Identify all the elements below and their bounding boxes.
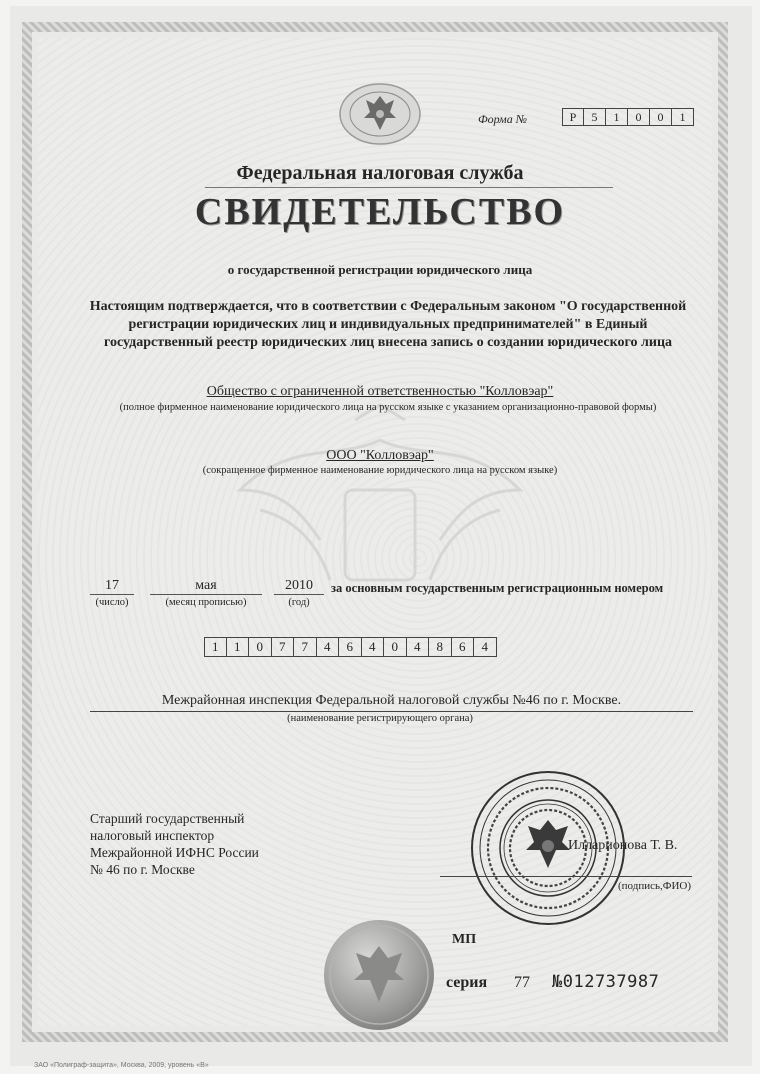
signature-line — [440, 876, 692, 877]
form-code-char: Р — [562, 108, 584, 126]
form-code-char: 0 — [628, 108, 650, 126]
company-short-name-hint: (сокращенное фирменное наименование юридического лица на русском языке) — [202, 465, 558, 476]
ogrn-digit: 0 — [384, 637, 407, 657]
confirmation-text: Настоящим подтверждается, что в соответствии с Федеральным законом "О государственной регистрации юридических лиц и индивидуальных предпринимателей" в Единый государственный реестр юридических лиц внесена запись о создании юридического лица — [89, 299, 687, 350]
agency-underline — [205, 187, 613, 188]
form-code-char: 1 — [672, 108, 694, 126]
ogrn-digit: 7 — [272, 637, 295, 657]
inspector-line: налоговый инспектор — [90, 828, 215, 843]
eagle-watermark-icon — [220, 400, 540, 640]
form-code-char: 1 — [606, 108, 628, 126]
inspector-line: Межрайонной ИФНС России — [90, 845, 259, 860]
registering-authority-hint: (наименование регистрирующего органа) — [287, 713, 473, 724]
inspector-line: № 46 по г. Москве — [90, 862, 195, 877]
form-code-char: 5 — [584, 108, 606, 126]
ogrn-digit: 4 — [317, 637, 340, 657]
ogrn-digit: 6 — [339, 637, 362, 657]
inspector-line: Старший государственный — [90, 811, 245, 826]
reg-year: 2010 — [274, 578, 324, 595]
embossed-seal-icon — [322, 918, 436, 1032]
registration-number-caption: за основным государственным регистрационным номером — [331, 581, 664, 595]
agency-name: Федеральная налоговая служба — [236, 162, 524, 184]
form-code-boxes — [562, 108, 694, 126]
ogrn-digit: 4 — [407, 637, 430, 657]
serial-number: №012737987 — [552, 972, 660, 992]
reg-month-hint: (месяц прописью) — [165, 597, 247, 608]
series-label: серия — [446, 974, 488, 991]
document-subtitle: о государственной регистрации юридического лица — [227, 262, 533, 277]
signatory-name: Илларионова Т. В. — [568, 838, 678, 853]
form-code-char: 0 — [650, 108, 672, 126]
ogrn-digit: 4 — [362, 637, 385, 657]
ogrn-digit: 1 — [227, 637, 250, 657]
ogrn-digit: 7 — [294, 637, 317, 657]
reg-day-hint: (число) — [95, 597, 129, 608]
series-number: 77 — [514, 974, 530, 991]
registering-authority: Межрайонная инспекция Федеральной налоговой службы №46 по г. Москве. — [90, 693, 693, 712]
signature-hint: (подпись,ФИО) — [618, 880, 691, 892]
document-title: СВИДЕТЕЛЬСТВО — [194, 191, 566, 233]
form-number-label: Форма № — [478, 112, 528, 126]
ogrn-digit: 0 — [249, 637, 272, 657]
eagle-emblem-icon — [338, 82, 422, 146]
printer-imprint: ЗАО «Полиграф-защита», Москва, 2009, уровень «В» — [34, 1062, 209, 1069]
inspector-title — [90, 810, 259, 878]
reg-month: мая — [150, 578, 262, 595]
stamp-place-label: МП — [452, 932, 477, 947]
ogrn-boxes — [204, 637, 497, 657]
ogrn-digit: 4 — [474, 637, 497, 657]
reg-day: 17 — [90, 578, 134, 595]
company-full-name: Общество с ограниченной ответственностью "Колловэар" — [206, 384, 554, 399]
company-full-name-hint: (полное фирменное наименование юридического лица на русском языке с указанием организационно-правовой формы) — [119, 402, 657, 413]
reg-year-hint: (год) — [288, 597, 310, 608]
ogrn-digit: 8 — [429, 637, 452, 657]
company-short-name: ООО "Колловэар" — [326, 448, 434, 463]
ogrn-digit: 6 — [452, 637, 475, 657]
ogrn-digit: 1 — [204, 637, 227, 657]
